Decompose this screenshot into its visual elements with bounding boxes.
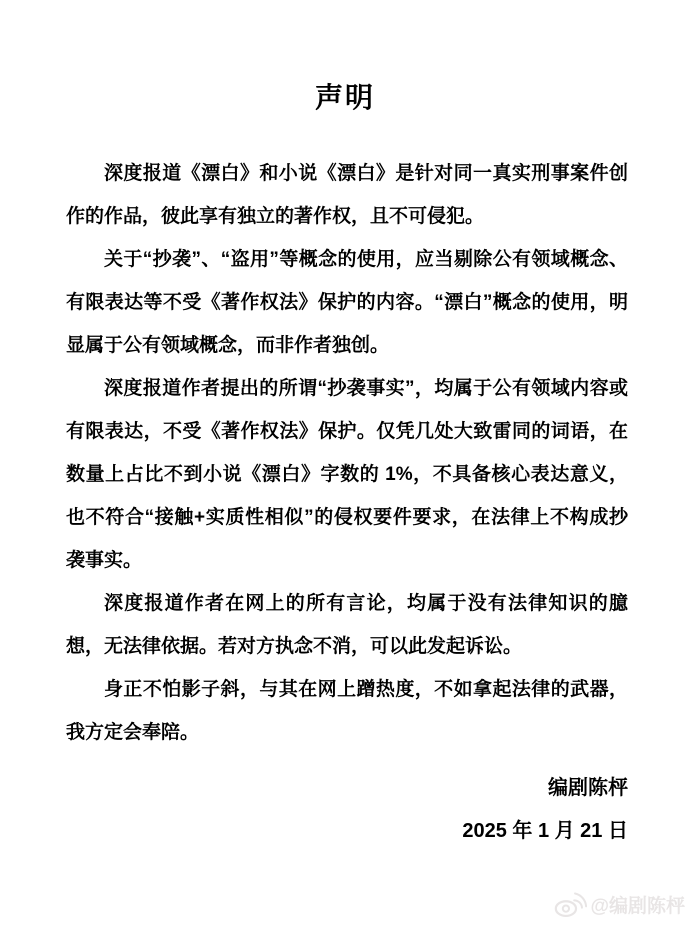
weibo-icon bbox=[554, 890, 587, 918]
paragraph-2: 关于“抄袭”、“盗用”等概念的使用，应当剔除公有领域概念、有限表达等不受《著作权法》保护的内容。“漂白”概念的使用，明显属于公有领域概念，而非作者独创。 bbox=[66, 249, 628, 356]
watermark-handle: @编剧陈枰 bbox=[590, 895, 685, 917]
document-title: 声明 bbox=[314, 82, 375, 113]
statement-date: 2025 年 1 月 21 日 bbox=[462, 820, 628, 842]
paragraph-1: 深度报道《漂白》和小说《漂白》是针对同一真实刑事案件创作的作品，彼此享有独立的著作权，且不可侵犯。 bbox=[66, 163, 628, 227]
document-body bbox=[66, 152, 628, 754]
paragraph-4: 深度报道作者在网上的所有言论，均属于没有法律知识的臆想，无法律依据。若对方执念不消，可以此发起诉讼。 bbox=[66, 593, 628, 657]
signature: 编剧陈枰 bbox=[548, 777, 628, 799]
paragraph-3: 深度报道作者提出的所谓“抄袭事实”，均属于公有领域内容或有限表达，不受《著作权法》保护。仅凭几处大致雷同的词语，在数量上占比不到小说《漂白》字数的 1%，不具备核心表达意义，也不符合“接触+实质性相似”的侵权要件要求，在法律上不构成抄袭事实。 bbox=[66, 378, 628, 571]
watermark bbox=[554, 890, 685, 918]
signature-block bbox=[66, 767, 628, 853]
paragraph-5: 身正不怕影子斜，与其在网上蹭热度，不如拿起法律的武器，我方定会奉陪。 bbox=[66, 679, 628, 743]
